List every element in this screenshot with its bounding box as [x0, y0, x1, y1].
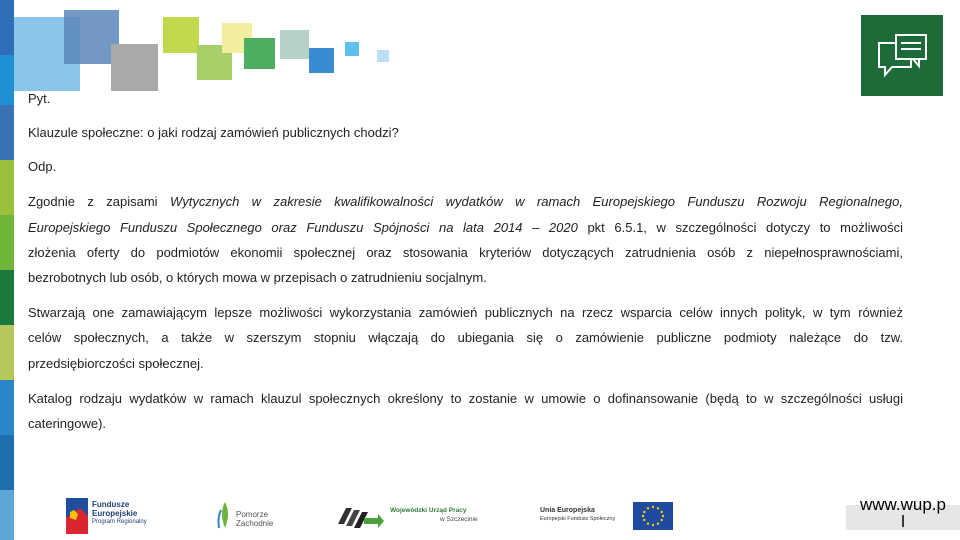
left-color-stripe: [0, 0, 14, 540]
chat-icon-panel: [861, 15, 943, 96]
fundusze-europejskie-logo: Fundusze Europejskie Program Regionalny: [66, 496, 156, 536]
speech-bubbles-icon: [861, 15, 943, 96]
answer-p1-line2: Europejskiego Funduszu Społecznego oraz Funduszu Spójności na lata 2014 – 2020 pkt 6.5.1, w szczególności dotyczy to możliwości: [28, 220, 903, 235]
answer-p3-line1: Katalog rodzaju wydatków w ramach klauzul społecznych określony to zostanie w umowie o dofinansowanie (będą to w szczególności usługi: [28, 391, 903, 406]
answer-p2-line1: Stwarzają one zamawiającym lepsze możliwości wykorzystania zamówień publicznych na rzecz wsparcia celów innych polityk, w tym również: [28, 305, 903, 320]
eu-flag-icon: [633, 502, 673, 530]
question-label: Pyt.: [28, 91, 51, 106]
answer-p1-line3: złożenia oferty do podmiotów ekonomii społecznej oraz stosowania kryteriów dotyczących zatrudnienia osób z niepełnosprawnościami,: [28, 245, 903, 260]
answer-p1-line1: Zgodnie z zapisami Wytycznych w zakresie kwalifikowalności wydatków w ramach Europejskiego Funduszu Rozwoju Regionalnego,: [28, 194, 903, 209]
wup-szczecin-logo: Wojewódzki Urząd Pracy w Szczecinie: [338, 500, 488, 530]
answer-p2-line2: celów społecznych, a także w szerszym stopniu włączają do ubiegania się o zamówienie publiczne podmioty należące do tzw.: [28, 330, 903, 345]
answer-p2-line3: przedsiębiorczości społecznej.: [28, 356, 204, 371]
answer-label: Odp.: [28, 159, 57, 174]
question-text: Klauzule społeczne: o jaki rodzaj zamówień publicznych chodzi?: [28, 125, 399, 140]
answer-p3-line2: cateringowe).: [28, 416, 107, 431]
answer-p1-line4: bezrobotnych lub osób, o których mowa w przepisach o zatrudnieniu socjalnym.: [28, 270, 487, 285]
unia-europejska-logo: Unia Europejska Europejski Fundusz Społeczny: [540, 500, 675, 532]
website-url[interactable]: www.wup.p l: [860, 495, 946, 531]
pomorze-zachodnie-logo: Pomorze Zachodnie: [216, 500, 286, 532]
